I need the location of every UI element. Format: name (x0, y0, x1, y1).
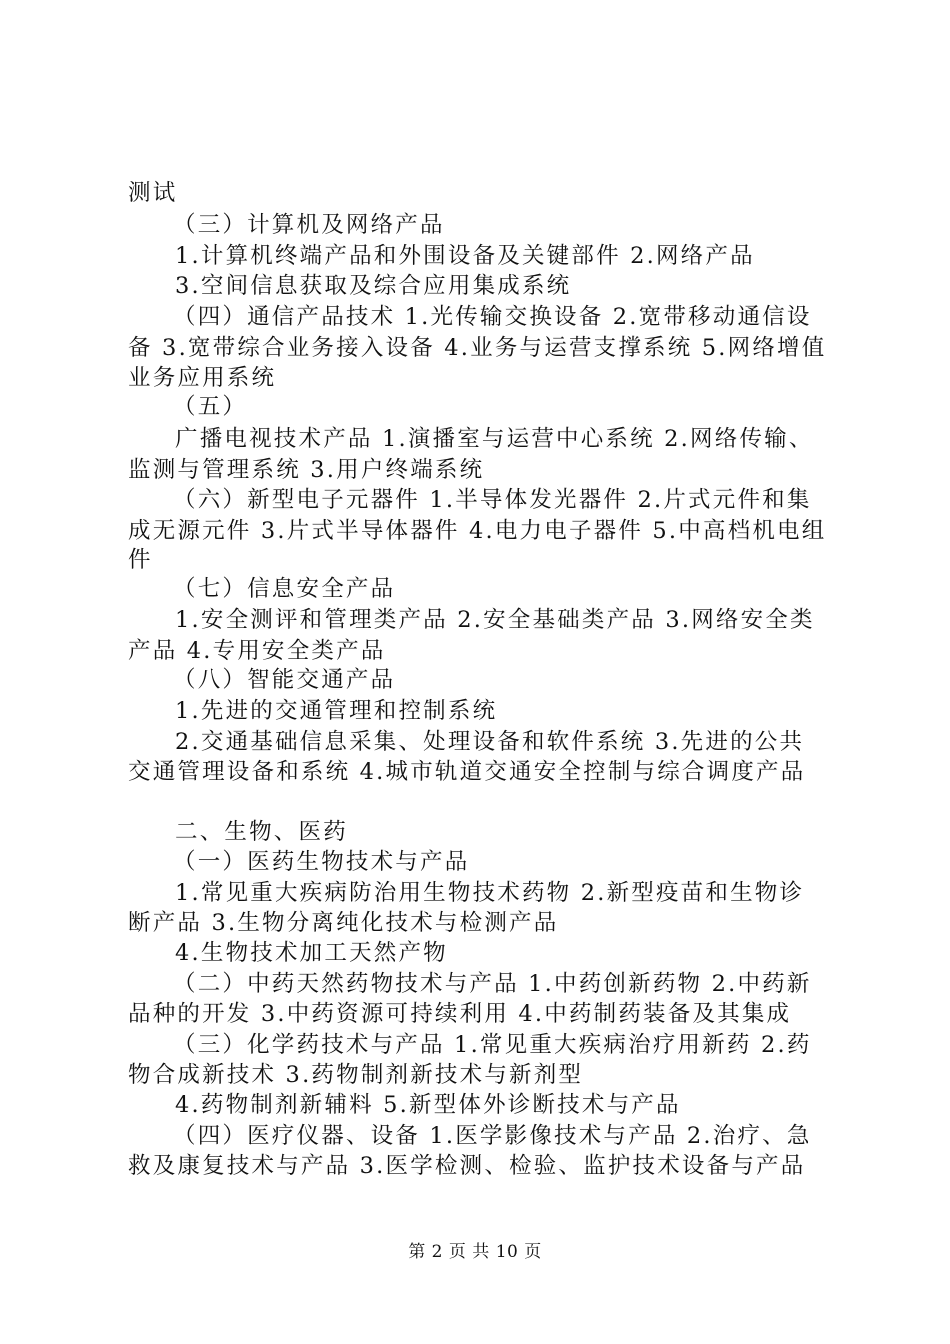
page-number-footer: 第 2 页 共 10 页 (408, 1242, 542, 1262)
text-line: 广播电视技术产品 1.演播室与运营中心系统 2.网络传输、 (175, 426, 814, 452)
text-line: 4.药物制剂新辅料 5.新型体外诊断技术与产品 (175, 1092, 681, 1118)
text-line: 1.安全测评和管理类产品 2.安全基础类产品 3.网络安全类 (175, 607, 815, 633)
section-heading: （三）计算机及网络产品 (173, 212, 445, 238)
text-line: 产品 4.专用安全类产品 (128, 638, 386, 664)
text-line: 4.生物技术加工天然产物 (175, 940, 448, 966)
section-heading: （四）医疗仪器、设备 1.医学影像技术与产品 2.治疗、急 (173, 1123, 812, 1149)
text-line: 成无源元件 3.片式半导体器件 4.电力电子器件 5.中高档机电组 (128, 518, 827, 544)
text-line: 备 3.宽带综合业务接入设备 4.业务与运营支撑系统 5.网络增值 (128, 335, 827, 361)
text-line: 品种的开发 3.中药资源可持续利用 4.中药制药装备及其集成 (128, 1001, 792, 1027)
text-line: 监测与管理系统 3.用户终端系统 (128, 457, 485, 483)
text-line: 交通管理设备和系统 4.城市轨道交通安全控制与综合调度产品 (128, 759, 806, 785)
section-heading: （二）中药天然药物技术与产品 1.中药创新药物 2.中药新 (173, 971, 812, 997)
text-line: 2.交通基础信息采集、处理设备和软件系统 3.先进的公共 (175, 729, 805, 755)
text-line: 断产品 3.生物分离纯化技术与检测产品 (128, 910, 559, 936)
text-line: 1.先进的交通管理和控制系统 (175, 698, 498, 724)
section-heading: （七）信息安全产品 (173, 576, 396, 602)
section-heading: （三）化学药技术与产品 1.常见重大疾病治疗用新药 2.药 (173, 1032, 812, 1058)
text-line: 救及康复技术与产品 3.医学检测、检验、监护技术设备与产品 (128, 1153, 806, 1179)
text-line: 1.常见重大疾病防治用生物技术药物 2.新型疫苗和生物诊 (175, 880, 805, 906)
text-line: 3.空间信息获取及综合应用集成系统 (175, 273, 572, 299)
section-heading: （五） (173, 394, 248, 420)
text-line: 业务应用系统 (128, 365, 277, 391)
text-line: 1.计算机终端产品和外围设备及关键部件 2.网络产品 (175, 243, 755, 269)
section-heading: （八）智能交通产品 (173, 667, 396, 693)
text-line: 件 (128, 547, 153, 573)
section-heading: （一）医药生物技术与产品 (173, 849, 470, 875)
section-heading: （四）通信产品技术 1.光传输交换设备 2.宽带移动通信设 (173, 304, 812, 330)
text-line: 测试 (128, 180, 178, 206)
section-heading: 二、生物、医药 (175, 819, 348, 845)
section-heading: （六）新型电子元器件 1.半导体发光器件 2.片式元件和集 (173, 487, 812, 513)
text-line: 物合成新技术 3.药物制剂新技术与新剂型 (128, 1062, 584, 1088)
